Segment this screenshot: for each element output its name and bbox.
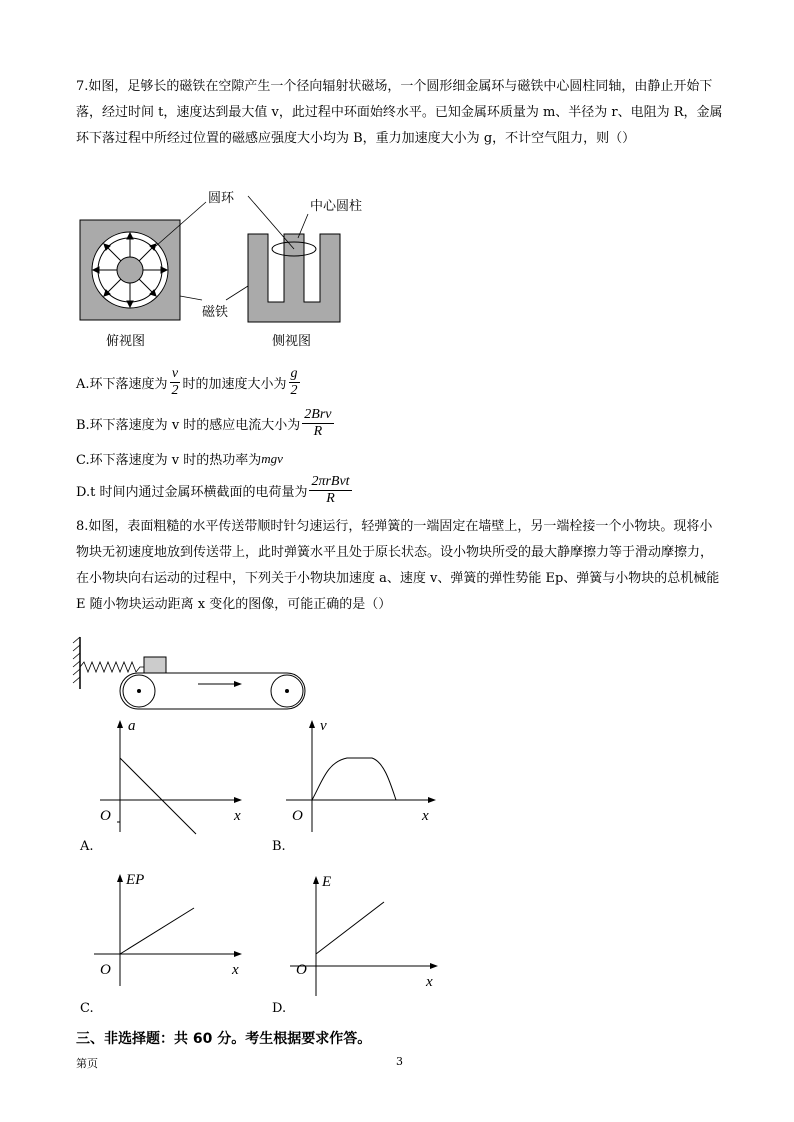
opt-b-frac	[302, 407, 333, 440]
page-number: 3	[396, 1055, 403, 1068]
graph-c-origin: O	[100, 962, 111, 978]
graph-a-origin: O	[100, 808, 111, 824]
opt-b-pre: B.环下落速度为 v 时的感应电流大小为	[76, 418, 301, 433]
graph-a-xlabel: x	[234, 808, 241, 824]
graph-c-xlabel: x	[232, 962, 239, 978]
graph-a-caption: A.	[80, 839, 94, 854]
opt-d-pre: D.t 时间内通过金属环横截面的电荷量为	[76, 485, 308, 500]
graph-d-xlabel: x	[426, 974, 433, 990]
graph-a	[80, 712, 250, 862]
q7-option-a	[76, 366, 302, 399]
graph-d-caption: D.	[272, 1001, 287, 1016]
q8-stem: 8.如图，表面粗糙的水平传送带顺时针匀速运行，轻弹簧的一端固定在墙壁上，另一端栓接一个小物块。现将小物块无初速度地放到传送带上，此时弹簧水平且处于原长状态。设小物块所受的最大静摩擦力等于滑动摩擦力，在小物块向右运动的过程中，下列关于小物块加速度 a、速度 v、弹簧的弹性势能 Ep、弹簧与小物块的总机械能 E 随小物块运动距离 x 变化的图像，可能正确的是（）	[76, 519, 720, 612]
graph-b-xlabel: x	[422, 808, 429, 824]
opt-a-frac1-den: 2	[171, 383, 179, 398]
opt-a-frac1-num: v	[171, 366, 179, 381]
opt-d-frac	[309, 474, 351, 507]
graph-c-caption: C.	[80, 1001, 94, 1016]
opt-a-pre: A.环下落速度为	[76, 377, 168, 392]
q7-option-d	[76, 474, 354, 507]
opt-b-frac-den: R	[313, 424, 323, 439]
section-3-heading: 三、非选择题：共 60 分。考生根据要求作答。	[76, 1031, 372, 1047]
caption-side-view: 侧视图	[272, 334, 312, 349]
q7-option-c	[76, 449, 283, 468]
graph-c-ylabel: EP	[126, 872, 145, 888]
opt-a-frac2-den: 2	[290, 383, 298, 398]
footer-left: 第页	[76, 1057, 98, 1070]
graph-b-ylabel: v	[320, 718, 327, 734]
q7-figure	[76, 188, 376, 358]
graph-a-ylabel: a	[128, 718, 136, 734]
conveyor-figure	[70, 635, 320, 715]
opt-c-val: mgv	[261, 450, 283, 466]
opt-d-frac-den: R	[326, 491, 335, 506]
opt-a-frac2-num: g	[290, 366, 298, 381]
graph-d-ylabel: E	[322, 874, 332, 890]
caption-top-view: 俯视图	[106, 334, 146, 349]
opt-a-frac1	[170, 366, 181, 399]
opt-c-pre: C.环下落速度为 v 时的热功率为	[76, 453, 262, 468]
opt-b-frac-num: 2Brv	[304, 407, 332, 422]
graph-b-origin: O	[292, 808, 303, 824]
graph-b-caption: B.	[272, 839, 286, 854]
label-ring: 圆环	[208, 191, 235, 206]
label-cylinder: 中心圆柱	[310, 199, 363, 214]
q7-stem: 7.如图，足够长的磁铁在空隙产生一个径向辐射状磁场，一个圆形细金属环与磁铁中心圆柱同轴，由静止开始下落，经过时间 t，速度达到最大值 v，此过程中环面始终水平。已知金属环质量为 m、半径为 r、电阻为 R，金属环下落过程中所经过位置的磁感应强度大小均为 B，重力加速度大小为 g，不计空气阻力，则（）	[76, 79, 723, 146]
graph-c	[80, 866, 250, 1016]
opt-a-frac2	[289, 366, 300, 399]
graph-d	[272, 866, 447, 1016]
opt-a-mid: 时的加速度大小为	[182, 377, 287, 392]
graph-d-origin: O	[296, 962, 307, 978]
label-magnet: 磁铁	[202, 305, 229, 320]
opt-d-frac-num: 2πrBvt	[311, 474, 350, 489]
graph-b	[272, 712, 447, 862]
q7-option-b	[76, 407, 336, 440]
